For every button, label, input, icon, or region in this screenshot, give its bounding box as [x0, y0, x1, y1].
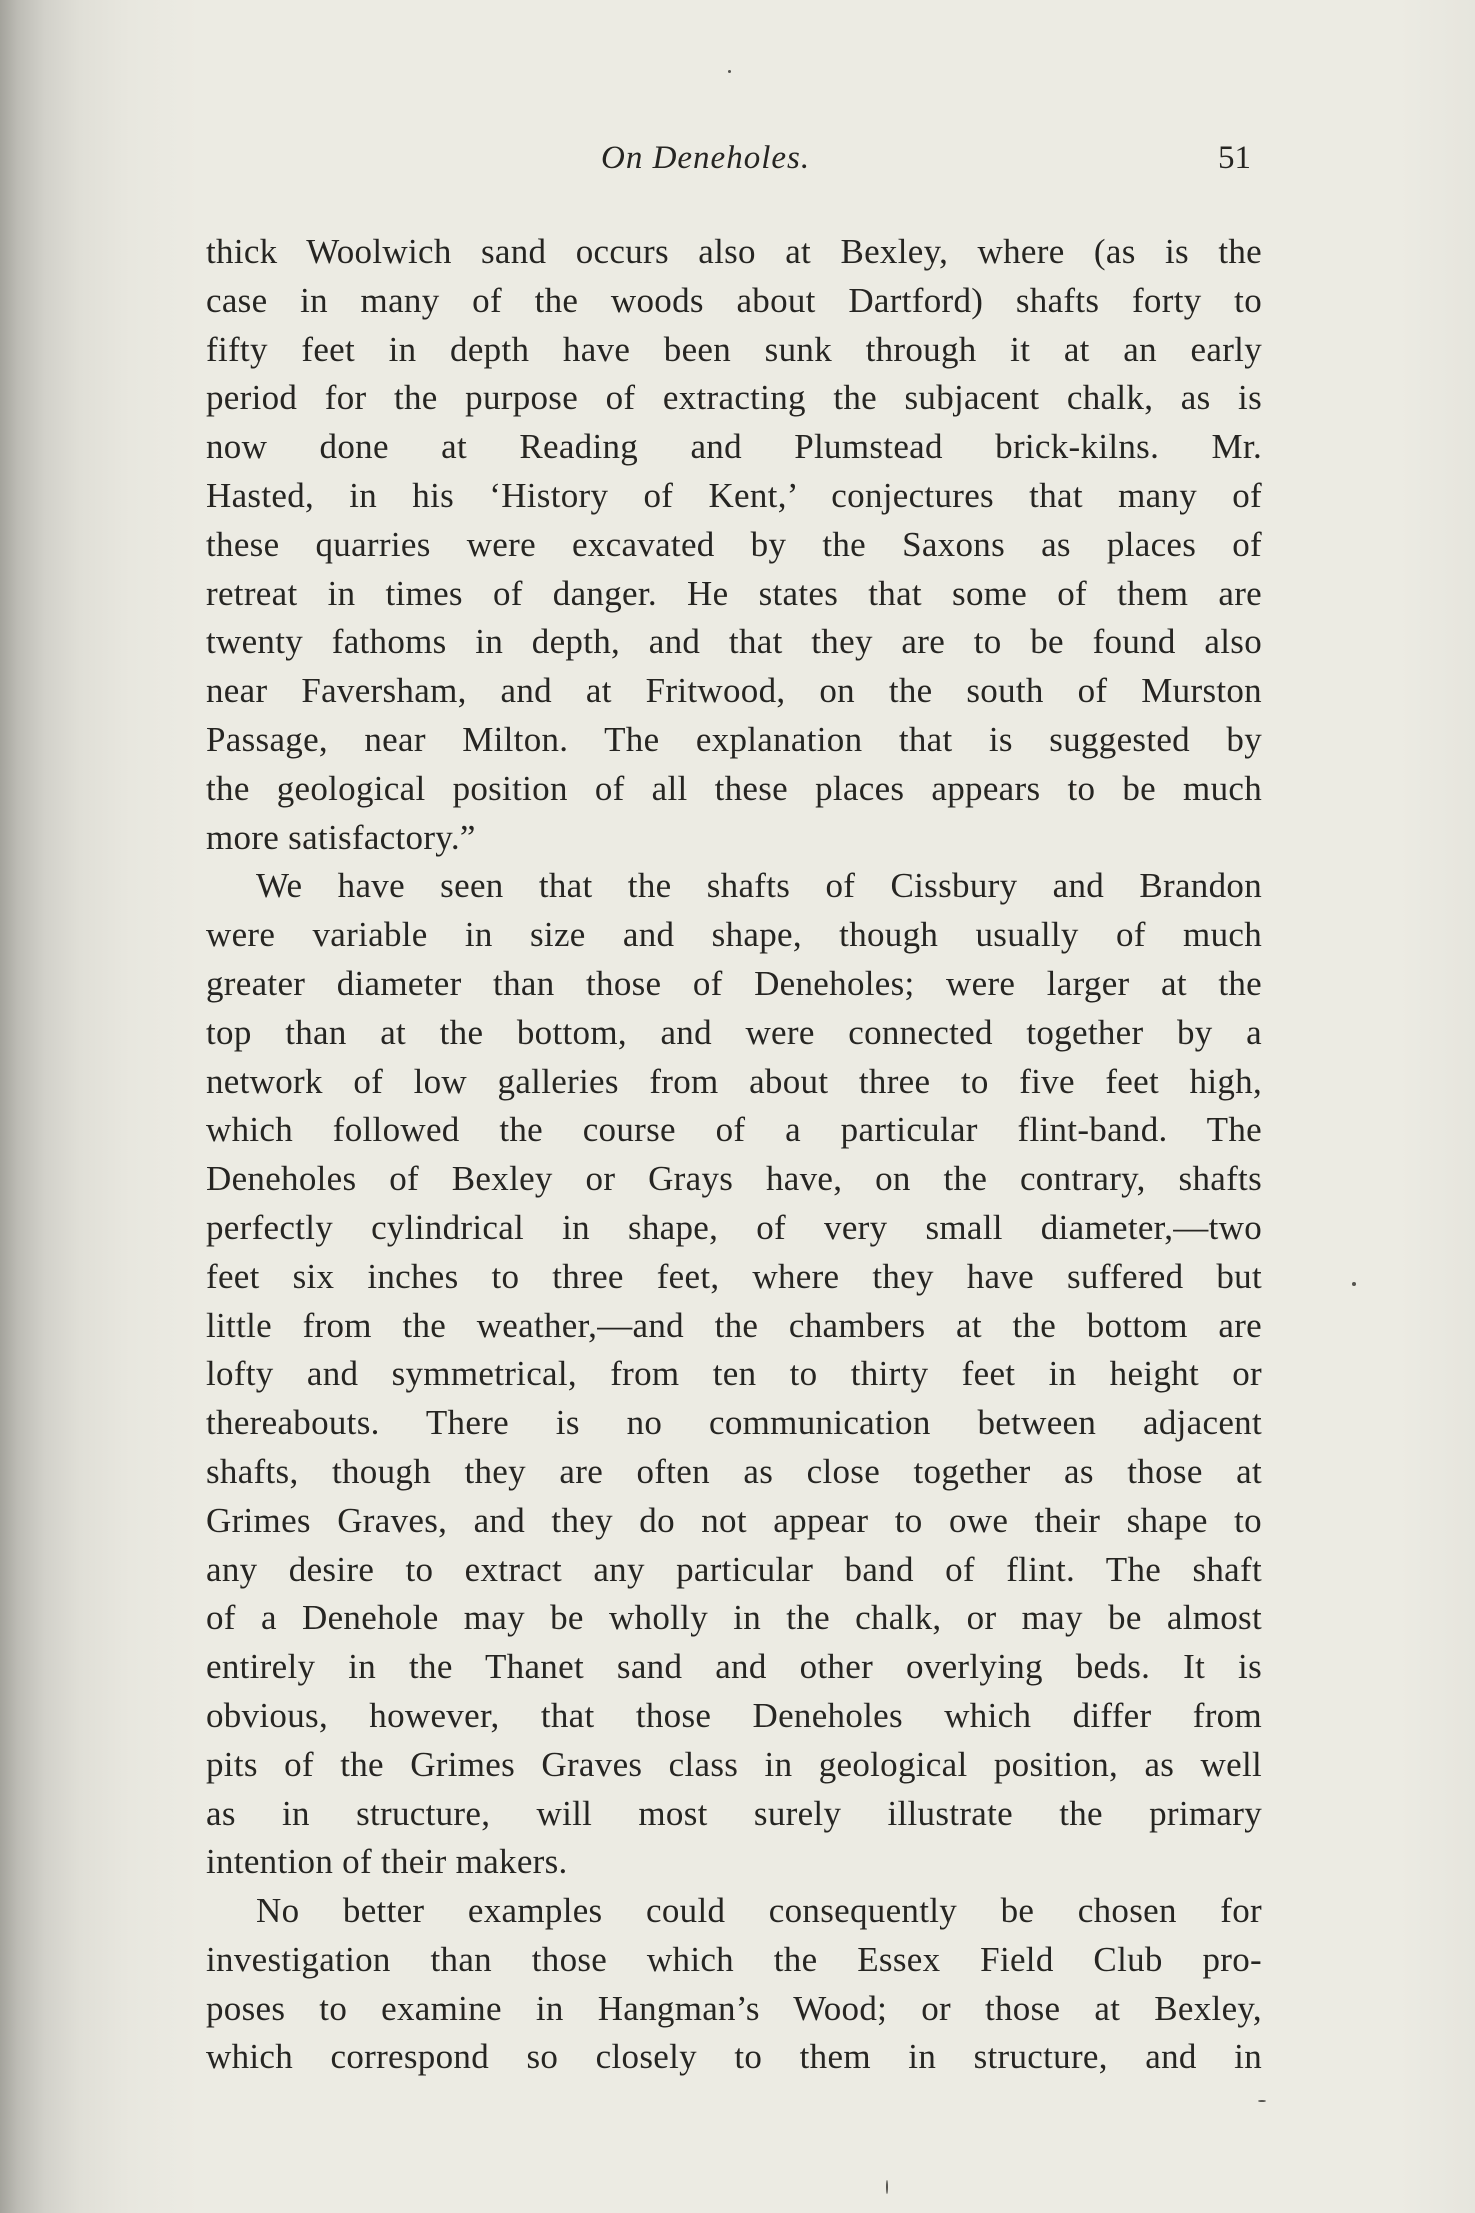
print-speck [1352, 1282, 1356, 1286]
text-line: which followed the course of a particular flint-band. The [206, 1110, 1262, 1150]
text-line: pits of the Grimes Graves class in geological position, as well [206, 1744, 1262, 1784]
running-title: On Deneholes. [601, 140, 811, 176]
text-line: now done at Reading and Plumstead brick-kilns. Mr. [206, 427, 1262, 467]
text-line: little from the weather,—and the chambers at the bottom are [206, 1305, 1262, 1345]
text-line: retreat in times of danger. He states that some of them are [206, 573, 1262, 613]
text-line: thick Woolwich sand occurs also at Bexley, where (as is the [206, 232, 1262, 271]
text-line: were variable in size and shape, though usually of much [206, 915, 1262, 955]
text-line: network of low galleries from about three to five feet high, [206, 1061, 1262, 1101]
text-line: investigation than those which the Essex Field Club pro- [206, 1939, 1262, 1979]
text-line: No better examples could consequently be chosen for [256, 1891, 1262, 1931]
text-line: feet six inches to three feet, where they have suffered but [206, 1256, 1262, 1296]
text-line: We have seen that the shafts of Cissbury and Brandon [256, 866, 1262, 906]
text-line: entirely in the Thanet sand and other overlying beds. It is [206, 1647, 1262, 1687]
text-line: greater diameter than those of Deneholes; were larger at the [206, 963, 1262, 1003]
text-line: the geological position of all these places appears to be much [206, 768, 1262, 808]
text-line: intention of their makers. [206, 1842, 568, 1882]
text-line: perfectly cylindrical in shape, of very small diameter,—two [206, 1207, 1262, 1247]
text-line: shafts, though they are often as close together as those at [206, 1451, 1262, 1491]
text-line: top than at the bottom, and were connected together by a [206, 1012, 1262, 1052]
text-line: twenty fathoms in depth, and that they are to be found also [206, 622, 1262, 662]
text-line: obvious, however, that those Deneholes which differ from [206, 1695, 1262, 1735]
text-line: Grimes Graves, and they do not appear to owe their shape to [206, 1500, 1262, 1540]
print-speck [728, 70, 731, 73]
text-line: lofty and symmetrical, from ten to thirty feet in height or [206, 1354, 1262, 1394]
page-header [0, 140, 1475, 190]
text-line: period for the purpose of extracting the subjacent chalk, as is [206, 378, 1262, 418]
text-line: of a Denehole may be wholly in the chalk, or may be almost [206, 1598, 1262, 1638]
body-text [206, 228, 1262, 2082]
page-number: 51 [1218, 140, 1251, 176]
text-line: any desire to extract any particular band of flint. The shaft [206, 1549, 1262, 1589]
text-line: case in many of the woods about Dartford) shafts forty to [206, 280, 1262, 320]
text-line: which correspond so closely to them in structure, and in [206, 2037, 1262, 2077]
text-line: thereabouts. There is no communication between adjacent [206, 1403, 1262, 1443]
text-line: Passage, near Milton. The explanation that is suggested by [206, 719, 1262, 759]
paragraph-2 [206, 862, 1262, 1887]
text-line: near Faversham, and at Fritwood, on the south of Murston [206, 671, 1262, 711]
paragraph-1 [206, 228, 1262, 862]
text-line: as in structure, will most surely illustrate the primary [206, 1793, 1262, 1833]
print-speck [886, 2180, 888, 2194]
paragraph-3 [206, 1887, 1262, 2082]
text-line: poses to examine in Hangman’s Wood; or those at Bexley, [206, 1988, 1262, 2028]
text-line: these quarries were excavated by the Saxons as places of [206, 524, 1262, 564]
text-line: Hasted, in his ‘History of Kent,’ conjectures that many of [206, 475, 1262, 515]
text-line: Deneholes of Bexley or Grays have, on the contrary, shafts [206, 1159, 1262, 1199]
text-line: more satisfactory.” [206, 817, 476, 857]
print-speck [1258, 2100, 1266, 2102]
text-line: fifty feet in depth have been sunk through it at an early [206, 329, 1262, 369]
